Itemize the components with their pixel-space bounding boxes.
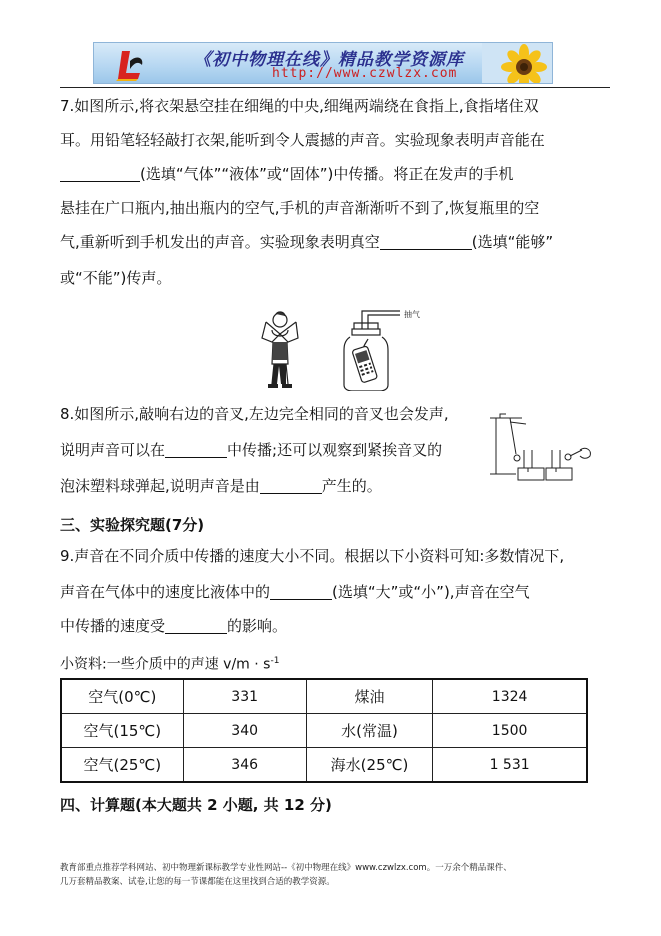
table-row	[61, 679, 587, 714]
table-cell: 空气(25℃)	[61, 748, 183, 783]
banner-title: 《初中物理在线》精品教学资源库	[194, 50, 464, 70]
q8-line-3: 泡沫塑料球弹起,说明声音是由 产生的。	[60, 477, 382, 495]
q7-line-6: 或“不能”)传声。	[60, 269, 172, 287]
table-row	[61, 748, 587, 783]
q7-line-5: 气,重新听到手机发出的声音。实验现象表明真空 (选填“能够”	[60, 233, 554, 251]
q9-line-1: 9.声音在不同介质中传播的速度大小不同。根据以下小资料可知:多数情况下,	[60, 547, 565, 565]
pump-label: 抽气	[404, 310, 420, 319]
footer-line-1: 教育部重点推荐学科网站、初中物理新课标教学专业性网站--《初中物理在线》www.czwlzx.com。一万余个精品课件、	[60, 863, 512, 873]
q8-line-2: 说明声音可以在 中传播;还可以观察到紧挨音叉的	[60, 441, 443, 459]
sunflower-icon	[482, 43, 552, 84]
q8-answer-blank-1[interactable]	[165, 439, 227, 458]
q8-answer-blank-2[interactable]	[260, 475, 322, 494]
q7-line-2: 耳。用铅笔轻轻敲打衣架,能听到令人震撼的声音。实验现象表明声音能在	[60, 131, 545, 149]
person-hanger-figure	[258, 308, 304, 392]
q7-line-4: 悬挂在广口瓶内,抽出瓶内的空气,手机的声音渐渐听不到了,恢复瓶里的空	[60, 199, 540, 217]
table-cell: 346	[183, 748, 306, 783]
table-cell: 1500	[433, 714, 587, 748]
q9-line-3: 中传播的速度受 的影响。	[60, 617, 288, 635]
data-caption: 小资料:一些介质中的声速 $v/m \cdot s^{-1}$	[60, 656, 280, 673]
table-cell: 340	[183, 714, 306, 748]
site-logo-icon	[114, 47, 146, 81]
table-cell: 空气(15℃)	[61, 714, 183, 748]
q7-line-1: 7.如图所示,将衣架悬空挂在细绳的中央,细绳两端绕在食指上,食指堵住双	[60, 97, 539, 115]
table-cell: 水(常温)	[306, 714, 432, 748]
table-cell: 1 531	[433, 748, 587, 783]
bell-jar-phone-figure	[340, 307, 440, 391]
q7-answer-blank-1[interactable]	[60, 163, 140, 182]
tuning-fork-figure	[486, 410, 596, 486]
q7-line-3: (选填“气体”“液体”或“固体”)中传播。将正在发声的手机	[60, 158, 513, 190]
table-cell: 煤油	[306, 679, 432, 714]
table-cell: 空气(0℃)	[61, 679, 183, 714]
banner-url[interactable]: http://www.czwlzx.com	[272, 66, 458, 81]
section-3-title: 三、实验探究题(7分)	[60, 516, 205, 534]
footer-line-2: 几万套精品教案、试卷,让您的每一节课都能在这里找到合适的教学资源。	[60, 877, 335, 887]
table-cell: 海水(25℃)	[306, 748, 432, 783]
header-banner	[93, 42, 553, 84]
q9-answer-blank-2[interactable]	[165, 615, 227, 634]
q9-line-2: 声音在气体中的速度比液体中的 (选填“大”或“小”),声音在空气	[60, 583, 530, 601]
table-row	[61, 714, 587, 748]
table-cell: 1324	[433, 679, 587, 714]
table-cell: 331	[183, 679, 306, 714]
header-divider	[60, 87, 610, 88]
q7-answer-blank-2[interactable]	[380, 231, 472, 250]
section-4-title: 四、计算题(本大题共 2 小题, 共 12 分)	[60, 796, 332, 814]
q8-line-1: 8.如图所示,敲响右边的音叉,左边完全相同的音叉也会发声,	[60, 405, 449, 423]
q9-answer-blank-1[interactable]	[270, 581, 332, 600]
sound-speed-table	[60, 678, 588, 783]
